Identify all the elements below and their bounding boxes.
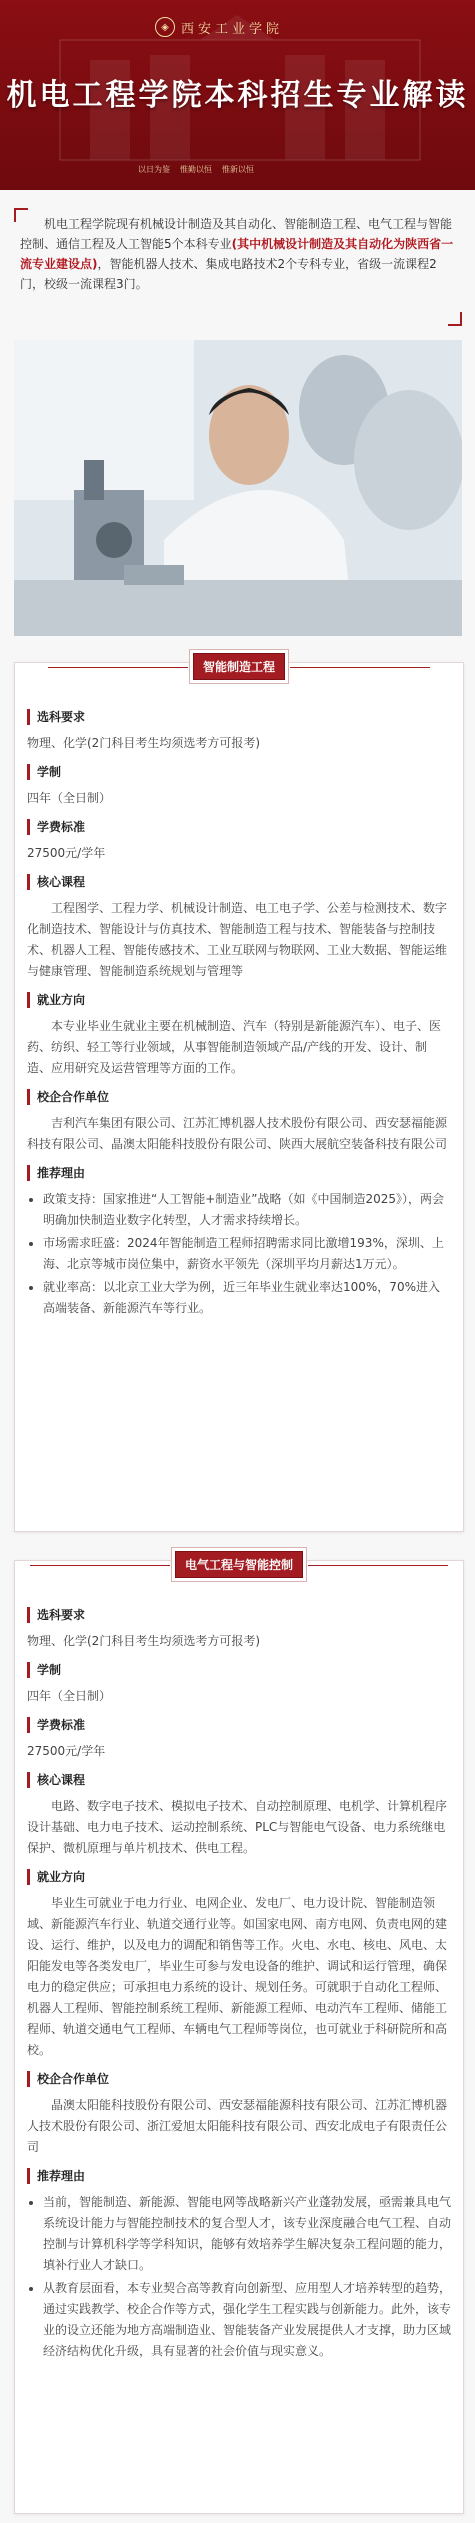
core-courses-text: 电路、数字电子技术、模拟电子技术、自动控制原理、电机学、计算机程序设计基础、电力电子技术、运动控制系统、PLC与智能电气设备、电力系统继电保护、微机原理与单片机技术、供电工程。 [27,1799,448,1855]
photo-illustration [14,340,462,636]
intro-text-b: ，智能机器人技术、集成电路技术2个专科专业，省级一流课程2门，校级一流课程3门。 [20,257,437,291]
page-title: 机电工程学院本科招生专业解读 [6,78,469,113]
intro-block [14,208,462,326]
subject-requirement-heading: 选科要求 [27,1607,451,1623]
student-lab-photo [14,340,462,636]
duration-heading: 学制 [27,764,451,780]
university-logo [155,16,325,38]
reasons-heading: 推荐理由 [27,1165,451,1181]
reasons-list [27,1189,451,1319]
major-section-intelligent-manufacturing [14,662,464,1532]
intro-text-a: 机电工程学院现有机械设计制造及其自动化、智能制造工程、电气工程与智能控制、通信工程及人工智能5个本科专业 [20,217,453,251]
duration-heading: 学制 [27,1662,451,1678]
career-text: 毕业生可就业于电力行业、电网企业、发电厂、电力设计院、智能制造领域、新能源汽车行业、轨道交通行业等。如国家电网、南方电网、负责电网的建设、运行、维护，以及电力的调配和销售等工作。火电、水电、核电、风电、太阳能发电等各类发电厂，毕业生可参与发电设备的维护、调试和运行管理，确保电力的稳定供应；可承担电力系统的设计、规划任务。可就职于自动化工程师、机器人工程师、智能控制系统工程师、新能源工程师、电动汽车工程师、储能工程师、轨道交通电气工程师、车辆电气工程师等岗位，也可就业于科研院所和高校。 [27,1896,448,2057]
career-heading: 就业方向 [27,1869,451,1885]
motto-1: 以日为鉴 [138,165,170,174]
partners-heading: 校企合作单位 [27,1089,451,1105]
subject-requirement-text: 物理、化学(2门科目考生均须选考方可报考) [27,736,260,750]
corner-decoration [14,208,28,222]
list-item: • 就业率高：以北京工业大学为例，近三年毕业生就业率达100%，70%进入高端装备、新能源汽车等行业。 [43,1277,451,1319]
motto [138,164,338,175]
career-heading: 就业方向 [27,992,451,1008]
career-text: 本专业毕业生就业主要在机械制造、汽车（特别是新能源汽车）、电子、医药、纺织、轻工等行业领域，从事智能制造领域产品/产线的开发、设计、制造、应用研究及运营管理等方面的工作。 [27,1019,442,1075]
tuition-text: 27500元/学年 [27,846,106,860]
section-title: 智能制造工程 [193,653,285,680]
list-item: • 政策支持：国家推进“人工智能+制造业”战略（如《中国制造2025》），两会明确加快制造业数字化转型，人才需求持续增长。 [43,1189,451,1231]
logo-text: 西安工业学院 [181,21,284,37]
section-title: 电气工程与智能控制 [175,1551,303,1578]
core-courses-text: 工程图学、工程力学、机械设计制造、电工电子学、公差与检测技术、数字化制造技术、智能设计与仿真技术、智能制造工程与技术、智能装备与控制技术、机器人工程、智能传感技术、工业互联网与物联网、工业大数据、智能运维与健康管理、智能制造系统规划与管理等 [27,901,448,978]
seal-icon: ◈ [155,17,175,37]
major-section-electrical-engineering [14,1560,464,2514]
partners-text: 晶澳太阳能科技股份有限公司、西安瑟福能源科技有限公司、江苏汇博机器人技术股份有限公司、浙江爱旭太阳能科技有限公司、西安北成电子有限责任公司 [27,2098,448,2154]
reasons-list [27,2192,451,2362]
partners-heading: 校企合作单位 [27,2071,451,2087]
motto-3: 惟新以恒 [222,165,254,174]
core-courses-heading: 核心课程 [27,874,451,890]
list-item: • 市场需求旺盛：2024年智能制造工程师招聘需求同比激增193%，深圳、上海、北京等城市岗位集中，薪资水平领先（深圳平均月薪达1万元）。 [43,1233,451,1275]
corner-decoration [448,312,462,326]
subject-requirement-heading: 选科要求 [27,709,451,725]
duration-text: 四年（全日制） [27,791,112,805]
intro-text [14,208,462,294]
core-courses-heading: 核心课程 [27,1772,451,1788]
duration-text: 四年（全日制） [27,1689,112,1703]
partners-text: 吉利汽车集团有限公司、江苏汇博机器人技术股份有限公司、西安瑟福能源科技有限公司、晶澳太阳能科技股份有限公司、陕西大展航空装备科技有限公司 [27,1116,448,1151]
subject-requirement-text: 物理、化学(2门科目考生均须选考方可报考) [27,1634,260,1648]
motto-2: 惟勤以恒 [180,165,212,174]
header-banner [0,0,475,190]
tuition-heading: 学费标准 [27,1717,451,1733]
intro-highlight: (其中机械设计制造及其自动化为陕西省一流专业建设点) [20,237,454,271]
tuition-text: 27500元/学年 [27,1744,106,1758]
reasons-heading: 推荐理由 [27,2168,451,2184]
list-item: • 当前，智能制造、新能源、智能电网等战略新兴产业蓬勃发展，亟需兼具电气系统设计能力与智能控制技术的复合型人才，该专业深度融合电气工程、自动控制与计算机科学等学科知识，能够有效培养学生解决复杂工程问题的能力，填补行业人才缺口。 [43,2192,451,2276]
list-item: • 从教育层面看，本专业契合高等教育向创新型、应用型人才培养转型的趋势，通过实践教学、校企合作等方式，强化学生工程实践与创新能力。此外，该专业的设立还能为地方高端制造业、智能装备产业发展提供人才支撑，助力区域经济结构优化升级，具有显著的社会价值与现实意义。 [43,2278,451,2362]
tuition-heading: 学费标准 [27,819,451,835]
